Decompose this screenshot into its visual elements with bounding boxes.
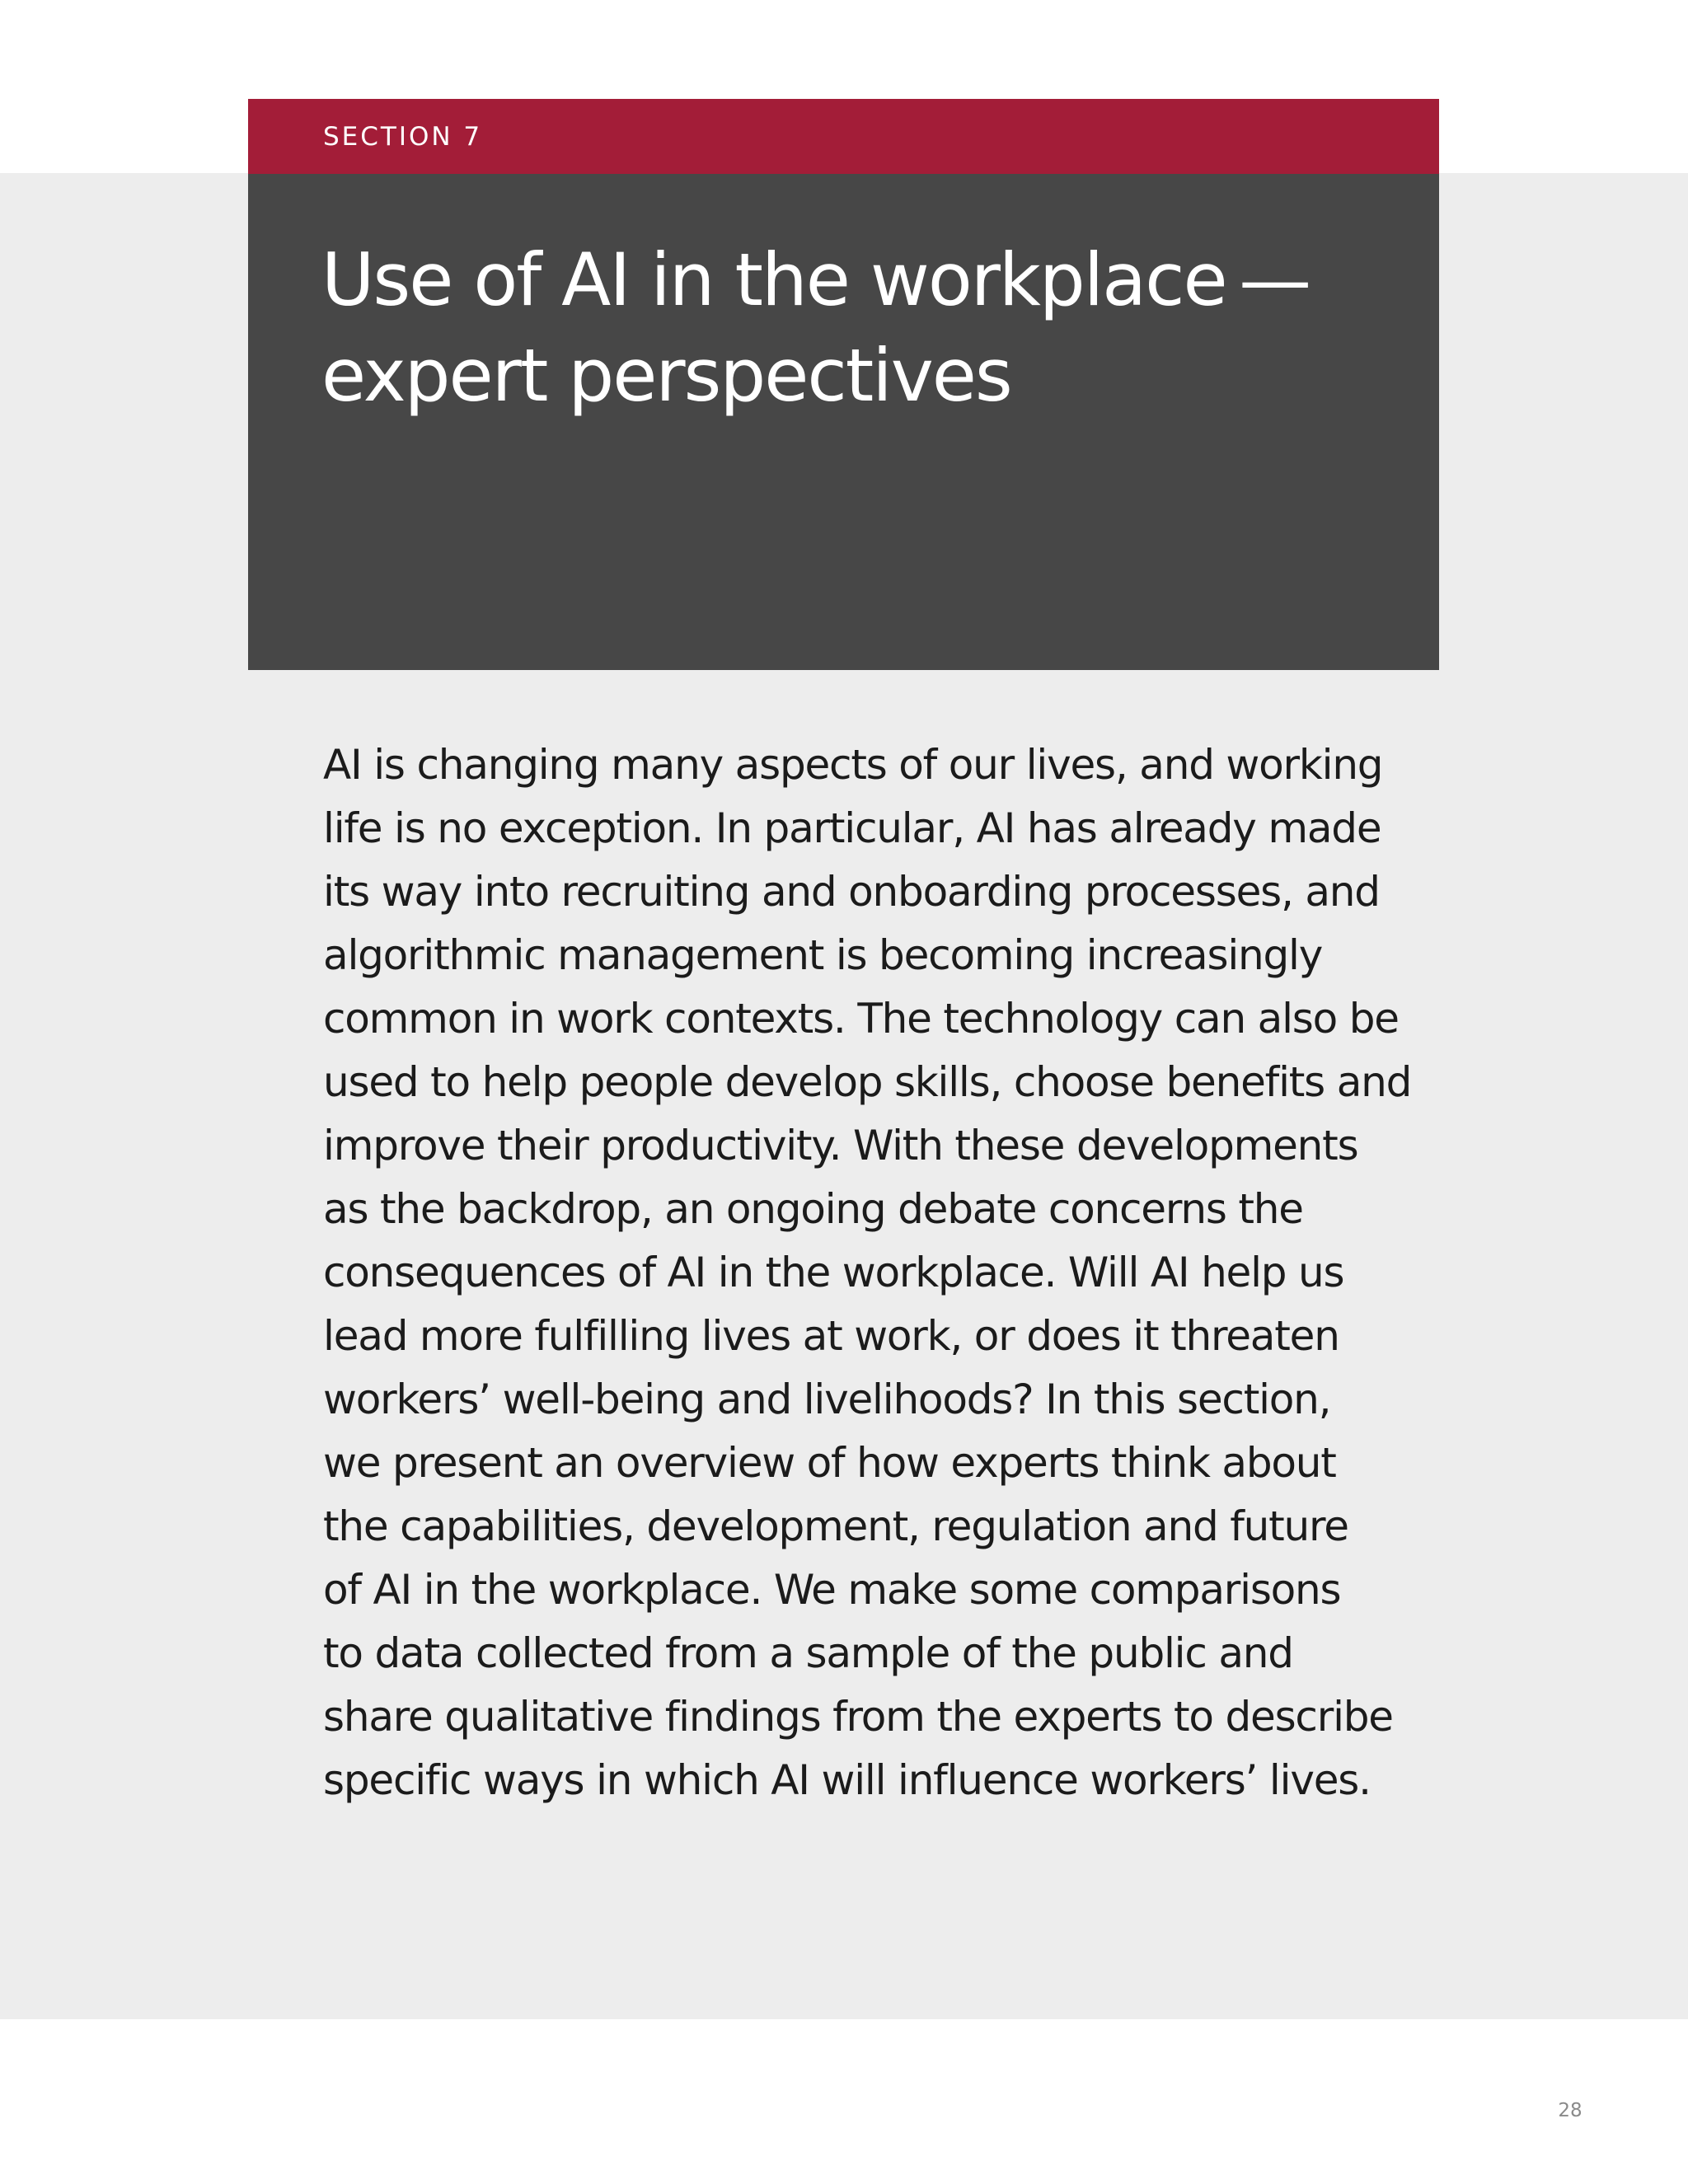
paragraph-line: used to help people develop skills, choose benefits and xyxy=(323,1058,1412,1106)
title-line: expert perspectives xyxy=(321,333,1011,418)
section-label: SECTION 7 xyxy=(323,122,483,152)
paragraph-line: the capabilities, development, regulation and future xyxy=(323,1502,1348,1550)
page-number: 28 xyxy=(1558,2100,1582,2121)
paragraph-line: as the backdrop, an ongoing debate concerns the xyxy=(323,1185,1303,1233)
paragraph-line: its way into recruiting and onboarding processes, and xyxy=(323,868,1380,916)
paragraph-line: we present an overview of how experts think about xyxy=(323,1439,1336,1487)
paragraph-line: common in work contexts. The technology can also be xyxy=(323,995,1399,1043)
paragraph-line: workers’ well-being and livelihoods? In this section, xyxy=(323,1376,1331,1423)
intro-paragraph xyxy=(323,733,1411,1812)
paragraph-line: lead more fulfilling lives at work, or does it threaten xyxy=(323,1312,1339,1360)
paragraph-line: of AI in the workplace. We make some comparisons xyxy=(323,1566,1341,1614)
paragraph-line: specific ways in which AI will influence workers’ lives. xyxy=(323,1756,1371,1804)
paragraph-line: consequences of AI in the workplace. Will AI help us xyxy=(323,1249,1344,1296)
paragraph-line: AI is changing many aspects of our lives, and working xyxy=(323,741,1383,789)
paragraph-line: share qualitative findings from the experts to describe xyxy=(323,1693,1393,1741)
page-title xyxy=(321,232,1352,424)
paragraph-line: improve their productivity. With these developments xyxy=(323,1122,1358,1169)
paragraph-line: life is no exception. In particular, AI has already made xyxy=(323,804,1381,852)
paragraph-line: algorithmic management is becoming increasingly xyxy=(323,931,1323,979)
paragraph-line: to data collected from a sample of the public and xyxy=(323,1629,1293,1677)
title-line: Use of AI in the workplace — xyxy=(321,237,1311,322)
